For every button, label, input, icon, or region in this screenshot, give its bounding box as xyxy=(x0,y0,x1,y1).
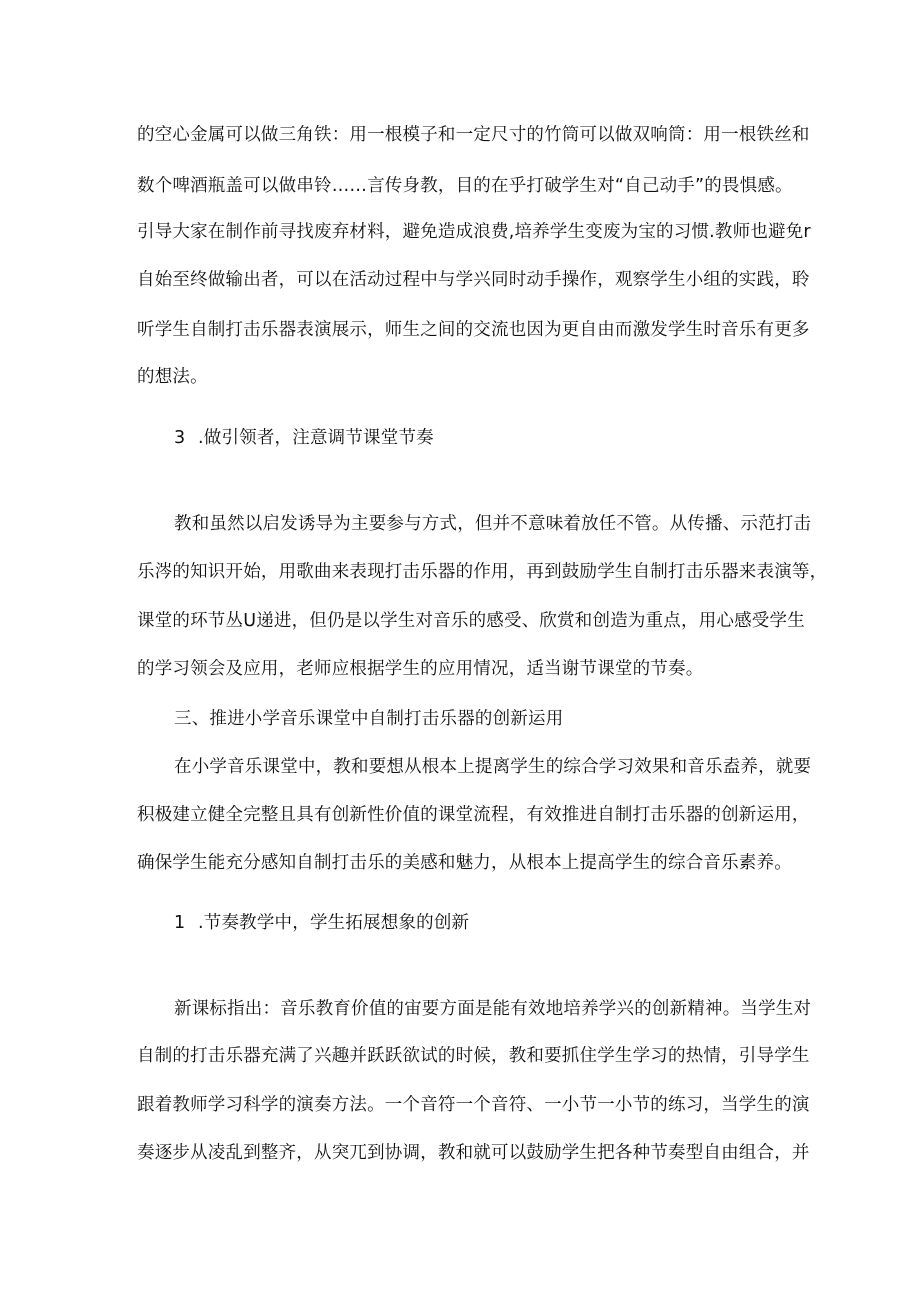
text-line: 确保学生能充分感知自制打击乐的美感和魅力，从根本上提高学生的综合音乐素养。 xyxy=(137,853,792,873)
text-line: 听学生自制打击乐器表演展示，师生之间的交流也因为更自由而激发学生时音乐有更多 xyxy=(137,320,810,340)
subheading-number: 1 xyxy=(174,913,186,933)
text-line: 跟着教师学习科学的演奏方法。一个音符一个音符、一小节一小节的练习，当学生的演 xyxy=(137,1095,810,1115)
text-line: 数个啤酒瓶盖可以做串铃……言传身教，目的在乎打破学生对“自己动手”的畏惧感。 xyxy=(137,176,793,196)
text-line: 教和虽然以启发诱导为主要参与方式，但并不意味着放任不管。从传播、示范打击 xyxy=(174,514,812,534)
subheading-text: .做引领者，注意调节课堂节奏 xyxy=(198,428,434,448)
text-line: 乐涔的知识开始，用歌曲来表现打击乐器的作用，再到鼓励学生自制打击乐器来表演等， xyxy=(137,562,828,582)
text-line: 积极建立健全完整且具有创新性价值的课堂流程，有效推进自制打击乐器的创新运用， xyxy=(137,805,810,825)
text-line: 课堂的环节丛U递进，但仍是以学生对音乐的感受、欣赏和创造为重点，用心感受学生 xyxy=(137,611,805,631)
subheading-text: .节奏教学中，学生拓展想象的创新 xyxy=(198,913,470,933)
text-line: 自始至终做输出者，可以在活动过程中与学兴同时动手操作，观察学生小组的实践，聆 xyxy=(137,270,810,290)
text-line: 新课标指出：音乐教育价值的宙要方面是能有效地培养学兴的创新精神。当学生对 xyxy=(174,999,812,1019)
text-line: 的学习领会及应用，老师应根据学生的应用情况，适当谢节课堂的节奏。 xyxy=(137,659,704,679)
text-line: 奏逐步从凌乱到整齐，从突兀到协调，教和就可以鼓励学生把各种节奏型自由组合，并 xyxy=(137,1143,810,1163)
text-line: 自制的打击乐器充满了兴趣并跃跃欲试的时候，教和要抓住学生学习的热情，引导学生 xyxy=(137,1046,810,1066)
text-line: 引导大家在制作前寻找废弃材料，避免造成浪费,培养学生变废为宝的习惯.教师也避免r xyxy=(137,222,811,242)
text-line: 在小学音乐课堂中，教和要想从根本上提离学生的综合学习效果和音乐盍养，就要 xyxy=(174,757,812,777)
section-heading: 三、推进小学音乐课堂中自制打击乐器的创新运用 xyxy=(174,709,564,729)
text-line: 的想法。 xyxy=(137,367,208,387)
subheading-number: 3 xyxy=(174,428,186,448)
text-line: 的空心金属可以做三角铁：用一根模子和一定尺寸的竹筒可以做双响筒：用一根铁丝和 xyxy=(137,125,810,145)
